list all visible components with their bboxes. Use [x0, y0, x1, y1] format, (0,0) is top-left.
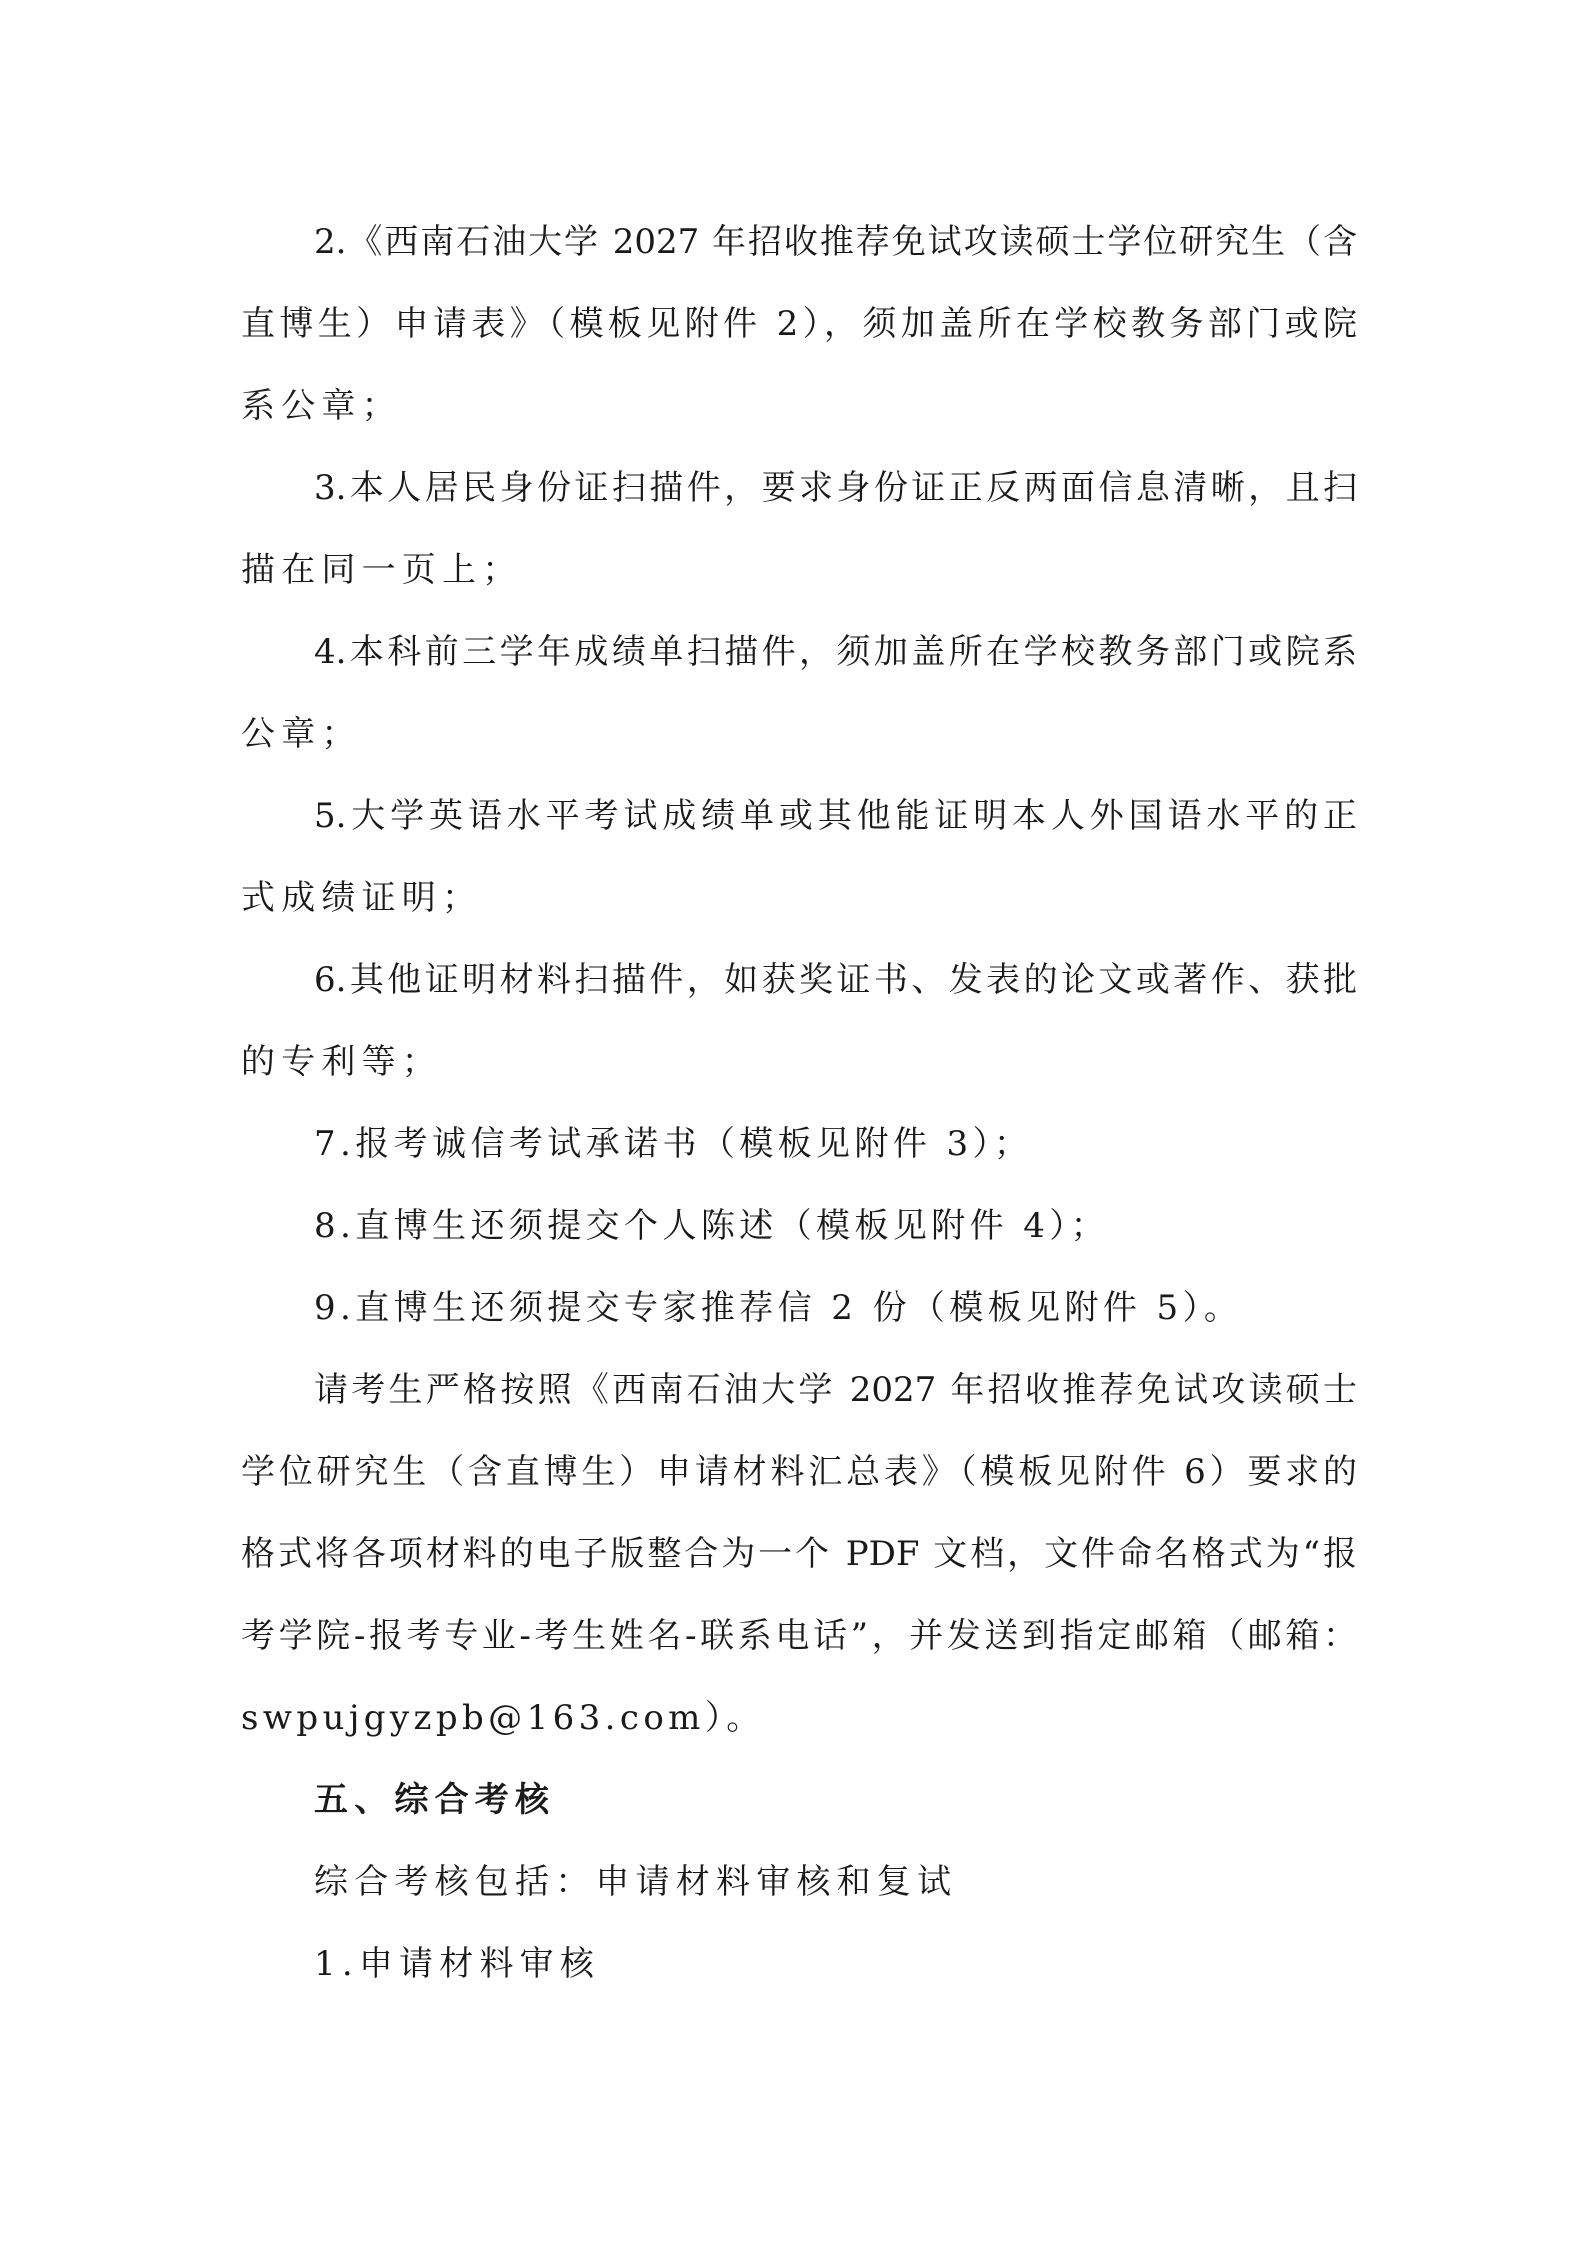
item-5-line-1: 5.大学英语水平考试成绩单或其他能证明本人外国语水平的正 — [314, 796, 1357, 836]
item-3-line-2: 描在同一页上； — [241, 550, 523, 590]
item-7: 7.报考诚信考试承诺书（模板见附件 3）； — [314, 1124, 1033, 1164]
section-5-heading: 五、综合考核 — [314, 1780, 556, 1820]
item-9: 9.直博生还须提交专家推荐信 2 份（模板见附件 5）。 — [314, 1288, 1243, 1328]
instructions-line-4: 考学院-报考专业-考生姓名-联系电话”，并发送到指定邮箱（邮箱： — [241, 1616, 1357, 1656]
instructions-email-line: swpujgyzpb@163.com）。 — [241, 1698, 765, 1738]
instructions-line-2: 学位研究生（含直博生）申请材料汇总表》（模板见附件 6）要求的 — [241, 1452, 1357, 1492]
item-6-line-2: 的专利等； — [241, 1042, 442, 1082]
instructions-line-3: 格式将各项材料的电子版整合为一个 PDF 文档，文件命名格式为“报 — [241, 1534, 1357, 1574]
item-2-line-2: 直博生）申请表》（模板见附件 2），须加盖所在学校教务部门或院 — [241, 304, 1357, 344]
section-5-subheading: 1.申请材料审核 — [314, 1944, 601, 1984]
item-6-line-1: 6.其他证明材料扫描件，如获奖证书、发表的论文或著作、获批 — [314, 960, 1357, 1000]
item-4-line-1: 4.本科前三学年成绩单扫描件，须加盖所在学校教务部门或院系 — [314, 632, 1357, 672]
section-5-intro: 综合考核包括：申请材料审核和复试 — [314, 1862, 958, 1902]
item-5-line-2: 式成绩证明； — [241, 878, 483, 918]
instructions-line-1: 请考生严格按照《西南石油大学 2027 年招收推荐免试攻读硕士 — [314, 1370, 1357, 1410]
item-3-line-1: 3.本人居民身份证扫描件，要求身份证正反两面信息清晰，且扫 — [314, 468, 1357, 508]
item-2-line-1: 2.《西南石油大学 2027 年招收推荐免试攻读硕士学位研究生（含 — [314, 222, 1357, 262]
item-8: 8.直博生还须提交个人陈述（模板见附件 4）； — [314, 1206, 1110, 1246]
item-4-line-2: 公章； — [241, 714, 362, 754]
item-2-line-3: 系公章； — [241, 386, 402, 426]
